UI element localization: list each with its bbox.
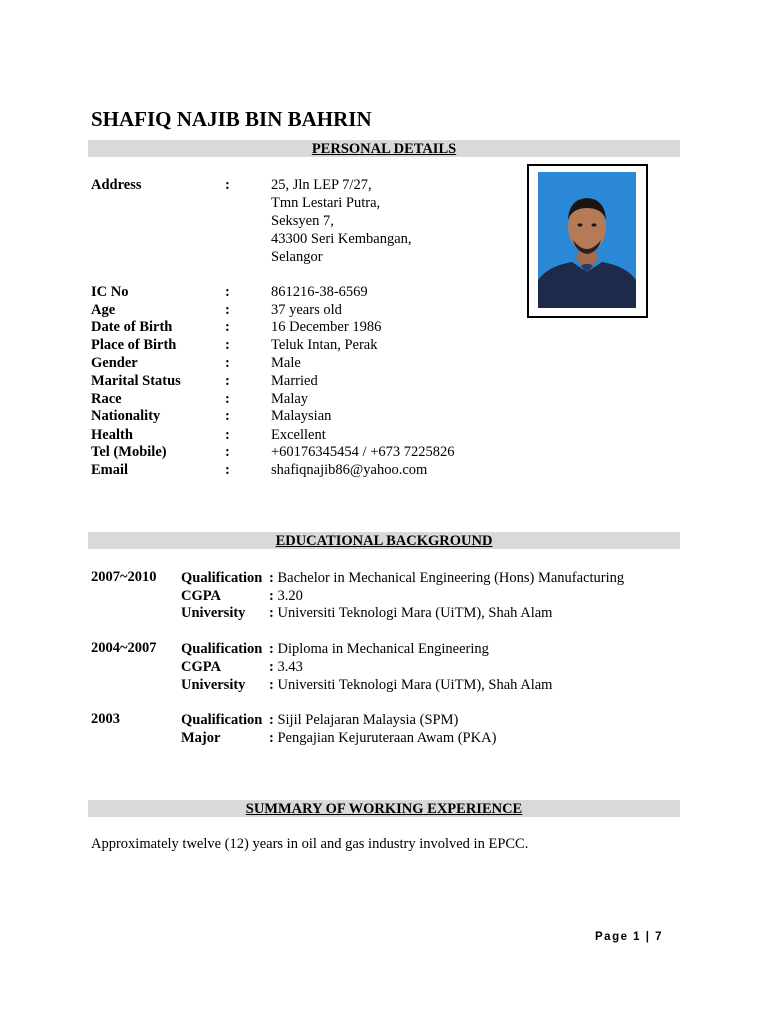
education-line (181, 658, 303, 676)
field-label: Place of Birth (91, 337, 177, 353)
section-working-experience (88, 800, 680, 817)
field-value: Malaysian (271, 408, 332, 424)
section-educational-background (88, 532, 680, 549)
education-value: Bachelor in Mechanical Engineering (Hons) Manufacturing (277, 570, 625, 586)
field-colon: : (225, 302, 230, 318)
field-label: Tel (Mobile) (91, 444, 167, 460)
address-line: Seksyen 7, (271, 213, 334, 229)
field-value: Married (271, 373, 318, 389)
address-colon: : (225, 177, 230, 193)
field-label: Age (91, 302, 116, 318)
education-colon: : (269, 605, 274, 621)
field-value: 861216-38-6569 (271, 284, 368, 300)
education-colon: : (269, 712, 274, 728)
education-value: Sijil Pelajaran Malaysia (SPM) (277, 712, 459, 728)
field-colon: : (225, 444, 230, 460)
field-value: 16 December 1986 (271, 319, 382, 335)
education-year: 2007~2010 (91, 569, 157, 585)
education-colon: : (269, 570, 274, 586)
education-value: 3.43 (277, 659, 303, 675)
education-key: Major (181, 730, 221, 746)
education-key: Qualification (181, 570, 263, 586)
field-colon: : (225, 462, 230, 478)
field-label: Gender (91, 355, 138, 371)
field-colon: : (225, 284, 230, 300)
field-label: IC No (91, 284, 129, 300)
field-value: shafiqnajib86@yahoo.com (271, 462, 428, 478)
address-label: Address (91, 177, 142, 193)
address-line: Selangor (271, 249, 323, 265)
address-value (271, 176, 412, 266)
field-colon: : (225, 355, 230, 371)
field-value: Teluk Intan, Perak (271, 337, 378, 353)
field-label: Health (91, 427, 133, 443)
field-label: Date of Birth (91, 319, 173, 335)
education-line (181, 569, 624, 587)
resume-name: SHAFIQ NAJIB BIN BAHRIN (91, 107, 372, 131)
education-line (181, 587, 303, 605)
field-colon: : (225, 427, 230, 443)
education-value: Universiti Teknologi Mara (UiTM), Shah Alam (277, 605, 553, 621)
education-line (181, 604, 552, 622)
education-line (181, 676, 552, 694)
field-colon: : (225, 391, 230, 407)
field-colon: : (225, 337, 230, 353)
education-colon: : (269, 730, 274, 746)
field-value: +60176345454 / +673 7225826 (271, 444, 455, 460)
field-label: Race (91, 391, 122, 407)
field-value: 37 years old (271, 302, 342, 318)
education-key: Qualification (181, 712, 263, 728)
education-colon: : (269, 659, 274, 675)
education-year: 2004~2007 (91, 640, 157, 656)
education-value: Diploma in Mechanical Engineering (277, 641, 489, 657)
section-personal-title: PERSONAL DETAILS (311, 141, 457, 157)
education-line (181, 711, 458, 729)
education-colon: : (269, 588, 274, 604)
field-value: Male (271, 355, 301, 371)
field-colon: : (225, 319, 230, 335)
education-key: CGPA (181, 659, 222, 675)
section-experience-title: SUMMARY OF WORKING EXPERIENCE (245, 801, 523, 817)
education-line (181, 640, 489, 658)
profile-photo (538, 172, 636, 308)
field-colon: : (225, 408, 230, 424)
education-key: CGPA (181, 588, 222, 604)
education-colon: : (269, 641, 274, 657)
education-value: 3.20 (277, 588, 303, 604)
section-personal-details (88, 140, 680, 157)
education-key: University (181, 677, 246, 693)
field-label: Email (91, 462, 129, 478)
experience-summary: Approximately twelve (12) years in oil and gas industry involved in EPCC. (91, 836, 529, 852)
field-value: Malay (271, 391, 309, 407)
education-key: University (181, 605, 246, 621)
field-colon: : (225, 373, 230, 389)
education-value: Pengajian Kejuruteraan Awam (PKA) (277, 730, 497, 746)
field-label: Marital Status (91, 373, 181, 389)
education-line (181, 729, 496, 747)
education-colon: : (269, 677, 274, 693)
field-value: Excellent (271, 427, 326, 443)
address-line: 25, Jln LEP 7/27, (271, 177, 372, 193)
address-line: 43300 Seri Kembangan, (271, 231, 412, 247)
address-line: Tmn Lestari Putra, (271, 195, 381, 211)
portrait-illustration (538, 172, 636, 308)
profile-photo-frame (527, 164, 648, 318)
page-number: Page 1 | 7 (595, 931, 664, 943)
education-value: Universiti Teknologi Mara (UiTM), Shah Alam (277, 677, 553, 693)
field-label: Nationality (91, 408, 161, 424)
education-year: 2003 (91, 711, 120, 727)
education-key: Qualification (181, 641, 263, 657)
section-education-title: EDUCATIONAL BACKGROUND (275, 533, 493, 549)
